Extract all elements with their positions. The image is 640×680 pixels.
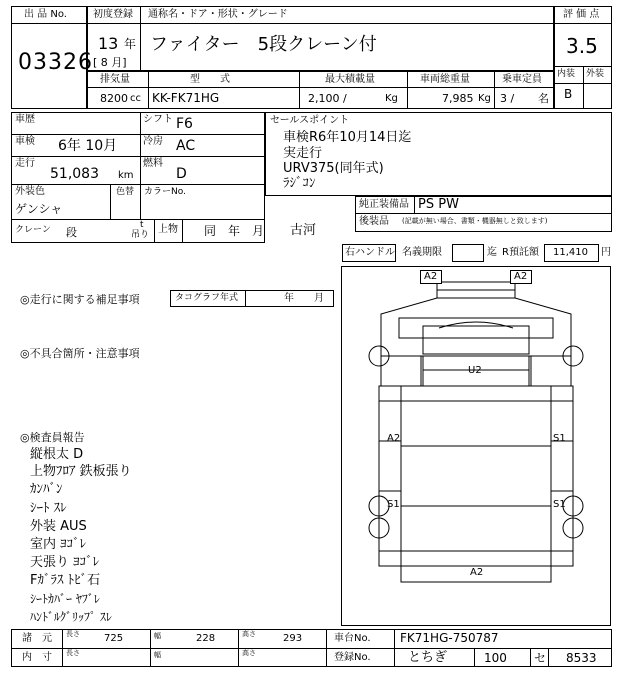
inspector-line-4: ｼｰﾄ ｽﾚ (30, 501, 67, 516)
recycle-label: R預託額 (502, 247, 539, 258)
name-change-label: 名義期限 (402, 247, 442, 258)
inspector-line-1: 縦根太 D (30, 447, 84, 462)
color-change-label: 色替 (116, 187, 135, 197)
capacity-unit: 名 (538, 92, 549, 105)
name-change-suffix: 迄 (487, 247, 497, 258)
mileage-unit: km (118, 170, 134, 181)
aftermarket-note: (記載が無い場合、書類・機器無しと致します) (402, 217, 548, 225)
history-label: 車歴 (15, 114, 35, 125)
crane-lift: 吊り (131, 230, 150, 240)
tacho-value: 年 月 (284, 293, 324, 304)
ext-color-label: 外装色 (15, 186, 45, 197)
crane-ton: t (140, 220, 144, 230)
recycle-amount: 11,410 (553, 247, 588, 258)
inspector-line-8: Fｶﾞﾗｽ ﾄﾋﾞ石 (30, 573, 101, 588)
tacho-label: タコグラフ年式 (175, 293, 239, 303)
inspector-line-9: ｼｰﾄｶﾊﾞｰ ﾔﾌﾞﾚ (30, 592, 100, 606)
mark-left-rear: S1 (387, 499, 400, 510)
inspector-line-3: ｶﾝﾊﾞﾝ (30, 482, 63, 497)
inspector-report-label: ◎検査員報告 (20, 431, 85, 444)
color-code-label: カラーNo. (144, 187, 186, 197)
max-load-label: 最大積載量 (325, 74, 375, 85)
upper-maker: 古河 (290, 223, 317, 238)
sales-point-1: 車検R6年10月14日迄 (283, 130, 412, 145)
exterior-grade-label: 外装 (586, 69, 605, 79)
mark-left-side: A2 (387, 433, 401, 444)
name-change-field (452, 244, 484, 262)
lot-number-label: 出 品 No. (24, 9, 67, 20)
gross-weight-label: 車両総重量 (420, 74, 470, 85)
ext-color-value: ゲンシャ (15, 202, 63, 216)
ac-label: 冷房 (143, 136, 163, 147)
interior-height-label: 高さ (242, 649, 256, 657)
model-name: ファイター 5段クレーン付 (150, 34, 377, 55)
width-label: 幅 (154, 632, 161, 640)
driving-notes-label: ◎走行に関する補足事項 (20, 293, 140, 306)
gross-weight-unit: Kg (478, 93, 491, 104)
width-value: 228 (196, 633, 216, 644)
mark-right-side: S1 (553, 433, 566, 444)
interior-width-label: 幅 (154, 651, 161, 659)
crane-stages: 段 (66, 226, 77, 239)
sales-points-label: セールスポイント (270, 115, 350, 126)
inspector-line-10: ﾊﾝﾄﾞﾙｸﾞﾘｯﾌﾟ ｽﾚ (30, 610, 112, 624)
registration-area: とちぎ (408, 650, 448, 665)
registration-number: 8533 (566, 651, 597, 665)
shift-label: シフト (143, 114, 173, 125)
fuel-label: 燃料 (143, 158, 163, 169)
equipment-label: 純正装備品 (359, 199, 409, 210)
max-load-unit: Kg (385, 93, 398, 104)
steering-value: 右ハンドル (345, 247, 395, 258)
lot-number: 03326 (18, 50, 93, 75)
mileage-label: 走行 (15, 158, 35, 169)
chassis-label: 車台No. (334, 633, 371, 644)
dims-label: 諸 元 (22, 633, 52, 644)
reg-month: [ 8 月] (93, 56, 127, 69)
model-code-label: 型 式 (190, 74, 230, 85)
score-label: 評 価 点 (563, 9, 600, 20)
mileage-value: 51,083 (50, 166, 99, 182)
max-load: 2,100 / (308, 92, 347, 105)
mark-top-right: A2 (514, 271, 528, 282)
length-label: 長さ (66, 630, 80, 638)
score-value: 3.5 (566, 34, 598, 58)
displacement-unit: cc (130, 93, 141, 104)
interior-grade-label: 内装 (557, 69, 576, 79)
mark-cab-roof: U2 (468, 365, 482, 376)
shift-value: F6 (176, 116, 193, 132)
inspector-line-5: 外装 AUS (30, 519, 87, 534)
interior-dims-label: 内 寸 (22, 652, 52, 663)
inspection-label: 車検 (15, 136, 35, 147)
mark-bottom: A2 (470, 567, 484, 578)
ac-value: AC (176, 138, 196, 154)
inspector-line-7: 天張り ﾖｺﾞﾚ (30, 555, 100, 570)
displacement: 8200 (100, 92, 128, 105)
first-reg-label: 初度登録 (93, 9, 133, 20)
displacement-label: 排気量 (100, 74, 130, 85)
inspector-line-6: 室内 ﾖｺﾞﾚ (30, 537, 87, 552)
defects-label: ◎不具合箇所・注意事項 (20, 347, 140, 360)
recycle-unit: 円 (601, 247, 611, 258)
reg-year-unit: 年 (124, 37, 137, 51)
mark-right-rear: S1 (553, 499, 566, 510)
registration-label: 登録No. (334, 652, 371, 663)
upper-date: 同 年 月 (204, 224, 265, 238)
chassis-number: FK71HG-750787 (400, 631, 499, 645)
reg-year: 13 (98, 34, 119, 53)
length-value: 725 (104, 633, 124, 644)
sales-point-3: URV375(同年式) (283, 161, 384, 176)
gross-weight: 7,985 (442, 92, 474, 105)
capacity-label: 乗車定員 (502, 74, 542, 85)
inspector-line-2: 上物ﾌﾛｱ 鉄板張り (30, 464, 132, 479)
interior-grade: B (564, 87, 573, 101)
registration-class: 100 (484, 651, 507, 665)
name-label: 通称名・ドア・形状・グレード (148, 9, 288, 20)
upper-label: 上物 (158, 224, 178, 235)
capacity: 3 / (500, 92, 515, 105)
height-value: 293 (283, 633, 303, 644)
equipment-value: PS PW (418, 197, 459, 212)
sales-point-2: 実走行 (283, 146, 323, 161)
sales-point-4: ﾗｼﾞｺﾝ (283, 176, 316, 191)
model-code: KK-FK71HG (152, 91, 220, 105)
fuel-value: D (176, 166, 187, 182)
crane-label: クレーン (15, 225, 51, 235)
inspection-value: 6年 10月 (58, 138, 118, 154)
aftermarket-label: 後装品 (359, 216, 389, 227)
registration-kana: セ (534, 651, 547, 665)
interior-length-label: 長さ (66, 649, 80, 657)
height-label: 高さ (242, 630, 256, 638)
mark-top-left: A2 (424, 271, 438, 282)
